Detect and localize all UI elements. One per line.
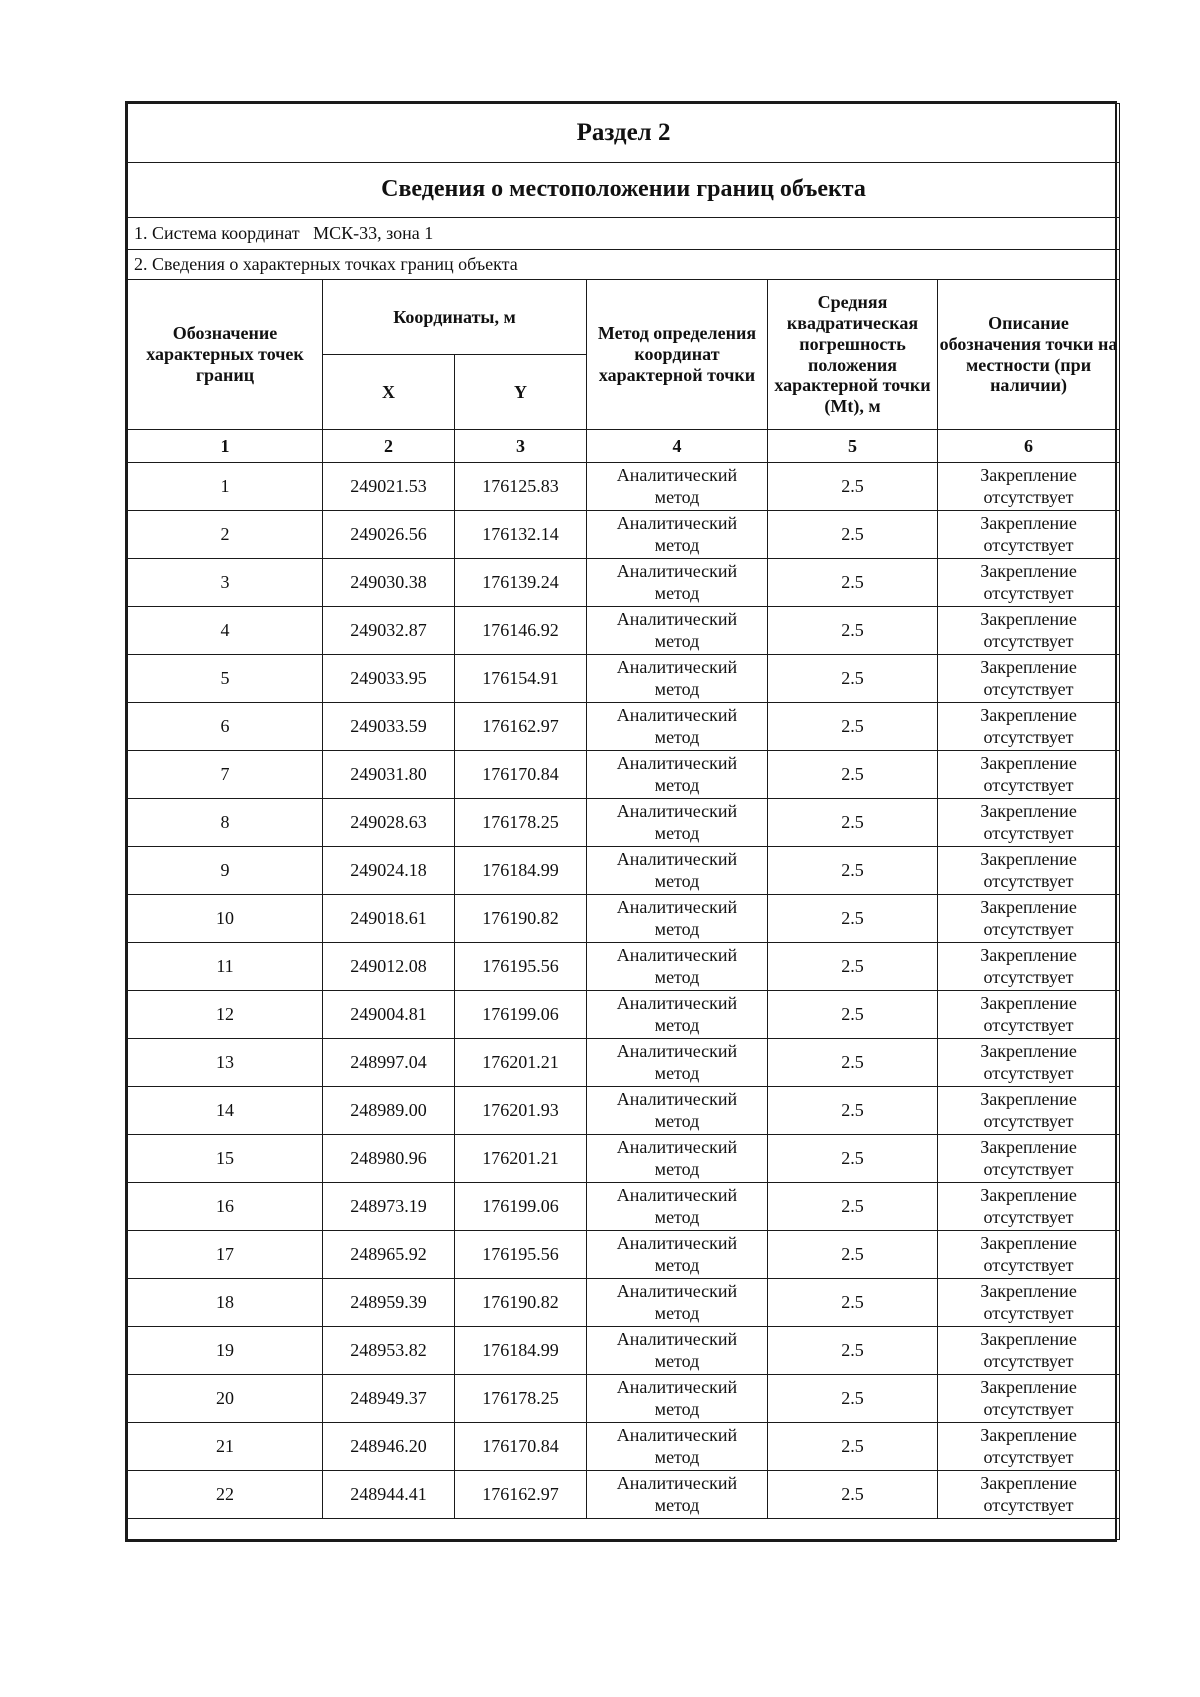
table-row (128, 703, 1120, 751)
x-coordinate-cell: 249031.80 (323, 751, 455, 799)
description-cell (938, 1135, 1120, 1183)
description-line-2: отсутствует (983, 1494, 1074, 1515)
y-coordinate-cell: 176195.56 (455, 943, 587, 991)
point-number-cell: 13 (128, 1039, 323, 1087)
table-row (128, 1279, 1120, 1327)
description-cell (938, 1183, 1120, 1231)
method-line-1: Аналитический (616, 1184, 738, 1205)
method-cell (587, 1279, 768, 1327)
y-coordinate-cell: 176170.84 (455, 751, 587, 799)
description-line-2: отсутствует (983, 1014, 1074, 1035)
description-cell (938, 1375, 1120, 1423)
table-footer-row (128, 1519, 1120, 1540)
x-coordinate-cell: 249026.56 (323, 511, 455, 559)
method-line-1: Аналитический (616, 1328, 738, 1349)
description-line-2: отсутствует (983, 1398, 1074, 1419)
method-line-2: метод (654, 1302, 700, 1323)
description-line-2: отсутствует (983, 870, 1074, 891)
accuracy-cell: 2.5 (768, 1471, 938, 1519)
method-line-1: Аналитический (616, 1424, 738, 1445)
method-cell (587, 991, 768, 1039)
point-number-cell: 17 (128, 1231, 323, 1279)
description-line-2: отсутствует (983, 534, 1074, 555)
method-line-1: Аналитический (616, 1376, 738, 1397)
table-row (128, 511, 1120, 559)
description-cell (938, 1087, 1120, 1135)
method-line-2: метод (654, 630, 700, 651)
description-cell (938, 943, 1120, 991)
accuracy-cell: 2.5 (768, 559, 938, 607)
point-number-cell: 1 (128, 463, 323, 511)
point-number-cell: 5 (128, 655, 323, 703)
method-cell (587, 511, 768, 559)
description-cell (938, 847, 1120, 895)
header-coordinates: Координаты, м (323, 280, 587, 355)
description-line-2: отсутствует (983, 822, 1074, 843)
y-coordinate-cell: 176162.97 (455, 703, 587, 751)
description-line-1: Закрепление (980, 896, 1077, 917)
x-coordinate-cell: 248953.82 (323, 1327, 455, 1375)
accuracy-cell: 2.5 (768, 463, 938, 511)
x-coordinate-cell: 249012.08 (323, 943, 455, 991)
x-coordinate-cell: 249018.61 (323, 895, 455, 943)
y-coordinate-cell: 176170.84 (455, 1423, 587, 1471)
column-number: 2 (323, 430, 455, 463)
method-line-2: метод (654, 1446, 700, 1467)
accuracy-cell: 2.5 (768, 1039, 938, 1087)
method-line-1: Аналитический (616, 1136, 738, 1157)
description-cell (938, 799, 1120, 847)
description-cell (938, 703, 1120, 751)
method-line-2: метод (654, 1206, 700, 1227)
description-cell (938, 751, 1120, 799)
table-row (128, 559, 1120, 607)
y-coordinate-cell: 176184.99 (455, 1327, 587, 1375)
point-number-cell: 16 (128, 1183, 323, 1231)
description-line-1: Закрепление (980, 464, 1077, 485)
description-line-2: отсутствует (983, 966, 1074, 987)
method-line-1: Аналитический (616, 992, 738, 1013)
x-coordinate-cell: 248997.04 (323, 1039, 455, 1087)
table-row (128, 1087, 1120, 1135)
method-line-2: метод (654, 774, 700, 795)
description-cell (938, 511, 1120, 559)
description-line-2: отсутствует (983, 486, 1074, 507)
section-title: Раздел 2 (128, 104, 1120, 163)
description-line-2: отсутствует (983, 1158, 1074, 1179)
accuracy-cell: 2.5 (768, 1375, 938, 1423)
method-line-1: Аналитический (616, 704, 738, 725)
description-line-2: отсутствует (983, 678, 1074, 699)
x-coordinate-cell: 248949.37 (323, 1375, 455, 1423)
header-method: Метод определения координат характерной точки (587, 280, 768, 430)
empty-footer-cell (128, 1519, 1120, 1540)
method-cell (587, 1327, 768, 1375)
method-line-2: метод (654, 534, 700, 555)
method-cell (587, 847, 768, 895)
accuracy-cell: 2.5 (768, 847, 938, 895)
accuracy-cell: 2.5 (768, 511, 938, 559)
method-line-2: метод (654, 1494, 700, 1515)
method-line-2: метод (654, 486, 700, 507)
point-number-cell: 21 (128, 1423, 323, 1471)
y-coordinate-cell: 176190.82 (455, 895, 587, 943)
method-line-1: Аналитический (616, 608, 738, 629)
method-line-1: Аналитический (616, 512, 738, 533)
method-line-1: Аналитический (616, 464, 738, 485)
x-coordinate-cell: 248946.20 (323, 1423, 455, 1471)
method-line-1: Аналитический (616, 752, 738, 773)
point-number-cell: 4 (128, 607, 323, 655)
method-line-2: метод (654, 966, 700, 987)
method-line-2: метод (654, 918, 700, 939)
x-coordinate-cell: 248980.96 (323, 1135, 455, 1183)
description-line-1: Закрепление (980, 1040, 1077, 1061)
column-number: 6 (938, 430, 1120, 463)
method-cell (587, 751, 768, 799)
description-line-1: Закрепление (980, 848, 1077, 869)
method-cell (587, 799, 768, 847)
header-point-designation: Обозначение характерных точек границ (128, 280, 323, 430)
point-number-cell: 10 (128, 895, 323, 943)
method-line-2: метод (654, 1350, 700, 1371)
method-cell (587, 1471, 768, 1519)
coordinate-system-line (128, 218, 1120, 250)
x-coordinate-cell: 248965.92 (323, 1231, 455, 1279)
point-number-cell: 11 (128, 943, 323, 991)
y-coordinate-cell: 176162.97 (455, 1471, 587, 1519)
method-line-1: Аналитический (616, 1280, 738, 1301)
description-cell (938, 1327, 1120, 1375)
column-number: 3 (455, 430, 587, 463)
description-line-1: Закрепление (980, 1088, 1077, 1109)
point-number-cell: 20 (128, 1375, 323, 1423)
point-number-cell: 9 (128, 847, 323, 895)
table-row (128, 1135, 1120, 1183)
description-cell (938, 607, 1120, 655)
accuracy-cell: 2.5 (768, 1279, 938, 1327)
column-number: 5 (768, 430, 938, 463)
accuracy-cell: 2.5 (768, 1327, 938, 1375)
y-coordinate-cell: 176190.82 (455, 1279, 587, 1327)
method-line-2: метод (654, 1014, 700, 1035)
column-number-row (128, 430, 1120, 463)
x-coordinate-cell: 249024.18 (323, 847, 455, 895)
description-line-1: Закрепление (980, 1424, 1077, 1445)
table-row (128, 895, 1120, 943)
accuracy-cell: 2.5 (768, 943, 938, 991)
description-cell (938, 895, 1120, 943)
y-coordinate-cell: 176195.56 (455, 1231, 587, 1279)
accuracy-cell: 2.5 (768, 703, 938, 751)
point-number-cell: 14 (128, 1087, 323, 1135)
method-line-2: метод (654, 1398, 700, 1419)
method-line-1: Аналитический (616, 560, 738, 581)
x-coordinate-cell: 249033.59 (323, 703, 455, 751)
y-coordinate-cell: 176201.21 (455, 1039, 587, 1087)
y-coordinate-cell: 176178.25 (455, 799, 587, 847)
table-row (128, 751, 1120, 799)
accuracy-cell: 2.5 (768, 607, 938, 655)
description-cell (938, 1471, 1120, 1519)
table-row (128, 847, 1120, 895)
header-accuracy: Средняя квадратическая погрешность положения характерной точки (Mt), м (768, 280, 938, 430)
document-subtitle: Сведения о местоположении границ объекта (128, 163, 1120, 218)
point-number-cell: 12 (128, 991, 323, 1039)
x-coordinate-cell: 249028.63 (323, 799, 455, 847)
table-row (128, 1375, 1120, 1423)
description-cell (938, 991, 1120, 1039)
description-line-2: отсутствует (983, 1446, 1074, 1467)
header-y: Y (455, 355, 587, 430)
point-number-cell: 2 (128, 511, 323, 559)
description-line-1: Закрепление (980, 1232, 1077, 1253)
y-coordinate-cell: 176199.06 (455, 991, 587, 1039)
description-line-1: Закрепление (980, 992, 1077, 1013)
description-line-1: Закрепление (980, 752, 1077, 773)
accuracy-cell: 2.5 (768, 991, 938, 1039)
accuracy-cell: 2.5 (768, 655, 938, 703)
description-line-1: Закрепление (980, 1328, 1077, 1349)
y-coordinate-cell: 176154.91 (455, 655, 587, 703)
description-line-1: Закрепление (980, 512, 1077, 533)
table-row (128, 1183, 1120, 1231)
point-number-cell: 18 (128, 1279, 323, 1327)
description-cell (938, 655, 1120, 703)
point-number-cell: 6 (128, 703, 323, 751)
point-number-cell: 15 (128, 1135, 323, 1183)
table-row (128, 607, 1120, 655)
method-line-1: Аналитический (616, 1040, 738, 1061)
y-coordinate-cell: 176184.99 (455, 847, 587, 895)
description-line-1: Закрепление (980, 1472, 1077, 1493)
method-cell (587, 1231, 768, 1279)
accuracy-cell: 2.5 (768, 895, 938, 943)
description-line-1: Закрепление (980, 1136, 1077, 1157)
x-coordinate-cell: 248973.19 (323, 1183, 455, 1231)
boundary-table (127, 103, 1120, 1540)
description-line-2: отсутствует (983, 1110, 1074, 1131)
method-cell (587, 559, 768, 607)
method-line-2: метод (654, 870, 700, 891)
point-number-cell: 19 (128, 1327, 323, 1375)
description-line-2: отсутствует (983, 1350, 1074, 1371)
accuracy-cell: 2.5 (768, 1423, 938, 1471)
table-row (128, 1327, 1120, 1375)
method-cell (587, 895, 768, 943)
x-coordinate-cell: 249004.81 (323, 991, 455, 1039)
method-cell (587, 703, 768, 751)
description-cell (938, 1039, 1120, 1087)
accuracy-cell: 2.5 (768, 799, 938, 847)
y-coordinate-cell: 176199.06 (455, 1183, 587, 1231)
x-coordinate-cell: 249032.87 (323, 607, 455, 655)
table-row (128, 1039, 1120, 1087)
description-line-1: Закрепление (980, 1280, 1077, 1301)
description-line-1: Закрепление (980, 944, 1077, 965)
method-line-1: Аналитический (616, 1472, 738, 1493)
description-cell (938, 559, 1120, 607)
method-line-2: метод (654, 726, 700, 747)
description-line-1: Закрепление (980, 704, 1077, 725)
method-line-1: Аналитический (616, 848, 738, 869)
y-coordinate-cell: 176132.14 (455, 511, 587, 559)
description-line-2: отсутствует (983, 1254, 1074, 1275)
method-cell (587, 943, 768, 991)
x-coordinate-cell: 249033.95 (323, 655, 455, 703)
method-line-2: метод (654, 1110, 700, 1131)
description-line-1: Закрепление (980, 608, 1077, 629)
description-line-1: Закрепление (980, 560, 1077, 581)
table-row (128, 655, 1120, 703)
accuracy-cell: 2.5 (768, 751, 938, 799)
method-line-1: Аналитический (616, 1232, 738, 1253)
method-line-2: метод (654, 678, 700, 699)
document-page (125, 101, 1117, 1542)
table-row (128, 991, 1120, 1039)
method-line-1: Аналитический (616, 944, 738, 965)
description-line-1: Закрепление (980, 1376, 1077, 1397)
method-cell (587, 1423, 768, 1471)
description-line-1: Закрепление (980, 1184, 1077, 1205)
x-coordinate-cell: 249030.38 (323, 559, 455, 607)
point-number-cell: 8 (128, 799, 323, 847)
method-cell (587, 1183, 768, 1231)
table-row (128, 1471, 1120, 1519)
description-line-2: отсутствует (983, 630, 1074, 651)
method-cell (587, 1087, 768, 1135)
method-line-1: Аналитический (616, 800, 738, 821)
description-line-2: отсутствует (983, 1302, 1074, 1323)
header-description: Описание обозначения точки на местности (при наличии) (938, 280, 1120, 430)
point-number-cell: 3 (128, 559, 323, 607)
y-coordinate-cell: 176201.21 (455, 1135, 587, 1183)
description-line-2: отсутствует (983, 726, 1074, 747)
method-cell (587, 1039, 768, 1087)
x-coordinate-cell: 248989.00 (323, 1087, 455, 1135)
description-cell (938, 1279, 1120, 1327)
description-line-1: Закрепление (980, 656, 1077, 677)
method-line-2: метод (654, 1158, 700, 1179)
coord-system-label: 1. Система координат (134, 223, 300, 244)
method-line-2: метод (654, 582, 700, 603)
column-number: 1 (128, 430, 323, 463)
method-line-2: метод (654, 1254, 700, 1275)
description-line-2: отсутствует (983, 774, 1074, 795)
table-row (128, 463, 1120, 511)
method-cell (587, 1135, 768, 1183)
method-line-1: Аналитический (616, 656, 738, 677)
y-coordinate-cell: 176139.24 (455, 559, 587, 607)
method-cell (587, 1375, 768, 1423)
table-row (128, 1423, 1120, 1471)
description-line-2: отсутствует (983, 582, 1074, 603)
table-row (128, 1231, 1120, 1279)
method-line-1: Аналитический (616, 1088, 738, 1109)
method-line-2: метод (654, 1062, 700, 1083)
description-cell (938, 1231, 1120, 1279)
description-line-2: отсутствует (983, 1206, 1074, 1227)
table-row (128, 799, 1120, 847)
point-number-cell: 22 (128, 1471, 323, 1519)
method-line-1: Аналитический (616, 896, 738, 917)
accuracy-cell: 2.5 (768, 1183, 938, 1231)
description-line-2: отсутствует (983, 918, 1074, 939)
points-info-line: 2. Сведения о характерных точках границ объекта (128, 250, 1120, 280)
header-x: X (323, 355, 455, 430)
x-coordinate-cell: 249021.53 (323, 463, 455, 511)
accuracy-cell: 2.5 (768, 1087, 938, 1135)
description-cell (938, 463, 1120, 511)
x-coordinate-cell: 248959.39 (323, 1279, 455, 1327)
description-line-2: отсутствует (983, 1062, 1074, 1083)
x-coordinate-cell: 248944.41 (323, 1471, 455, 1519)
y-coordinate-cell: 176178.25 (455, 1375, 587, 1423)
description-line-1: Закрепление (980, 800, 1077, 821)
method-line-2: метод (654, 822, 700, 843)
method-cell (587, 463, 768, 511)
accuracy-cell: 2.5 (768, 1135, 938, 1183)
y-coordinate-cell: 176201.93 (455, 1087, 587, 1135)
point-number-cell: 7 (128, 751, 323, 799)
description-cell (938, 1423, 1120, 1471)
column-number: 4 (587, 430, 768, 463)
y-coordinate-cell: 176125.83 (455, 463, 587, 511)
method-cell (587, 607, 768, 655)
accuracy-cell: 2.5 (768, 1231, 938, 1279)
y-coordinate-cell: 176146.92 (455, 607, 587, 655)
coord-system-value: МСК-33, зона 1 (313, 223, 434, 244)
table-row (128, 943, 1120, 991)
method-cell (587, 655, 768, 703)
